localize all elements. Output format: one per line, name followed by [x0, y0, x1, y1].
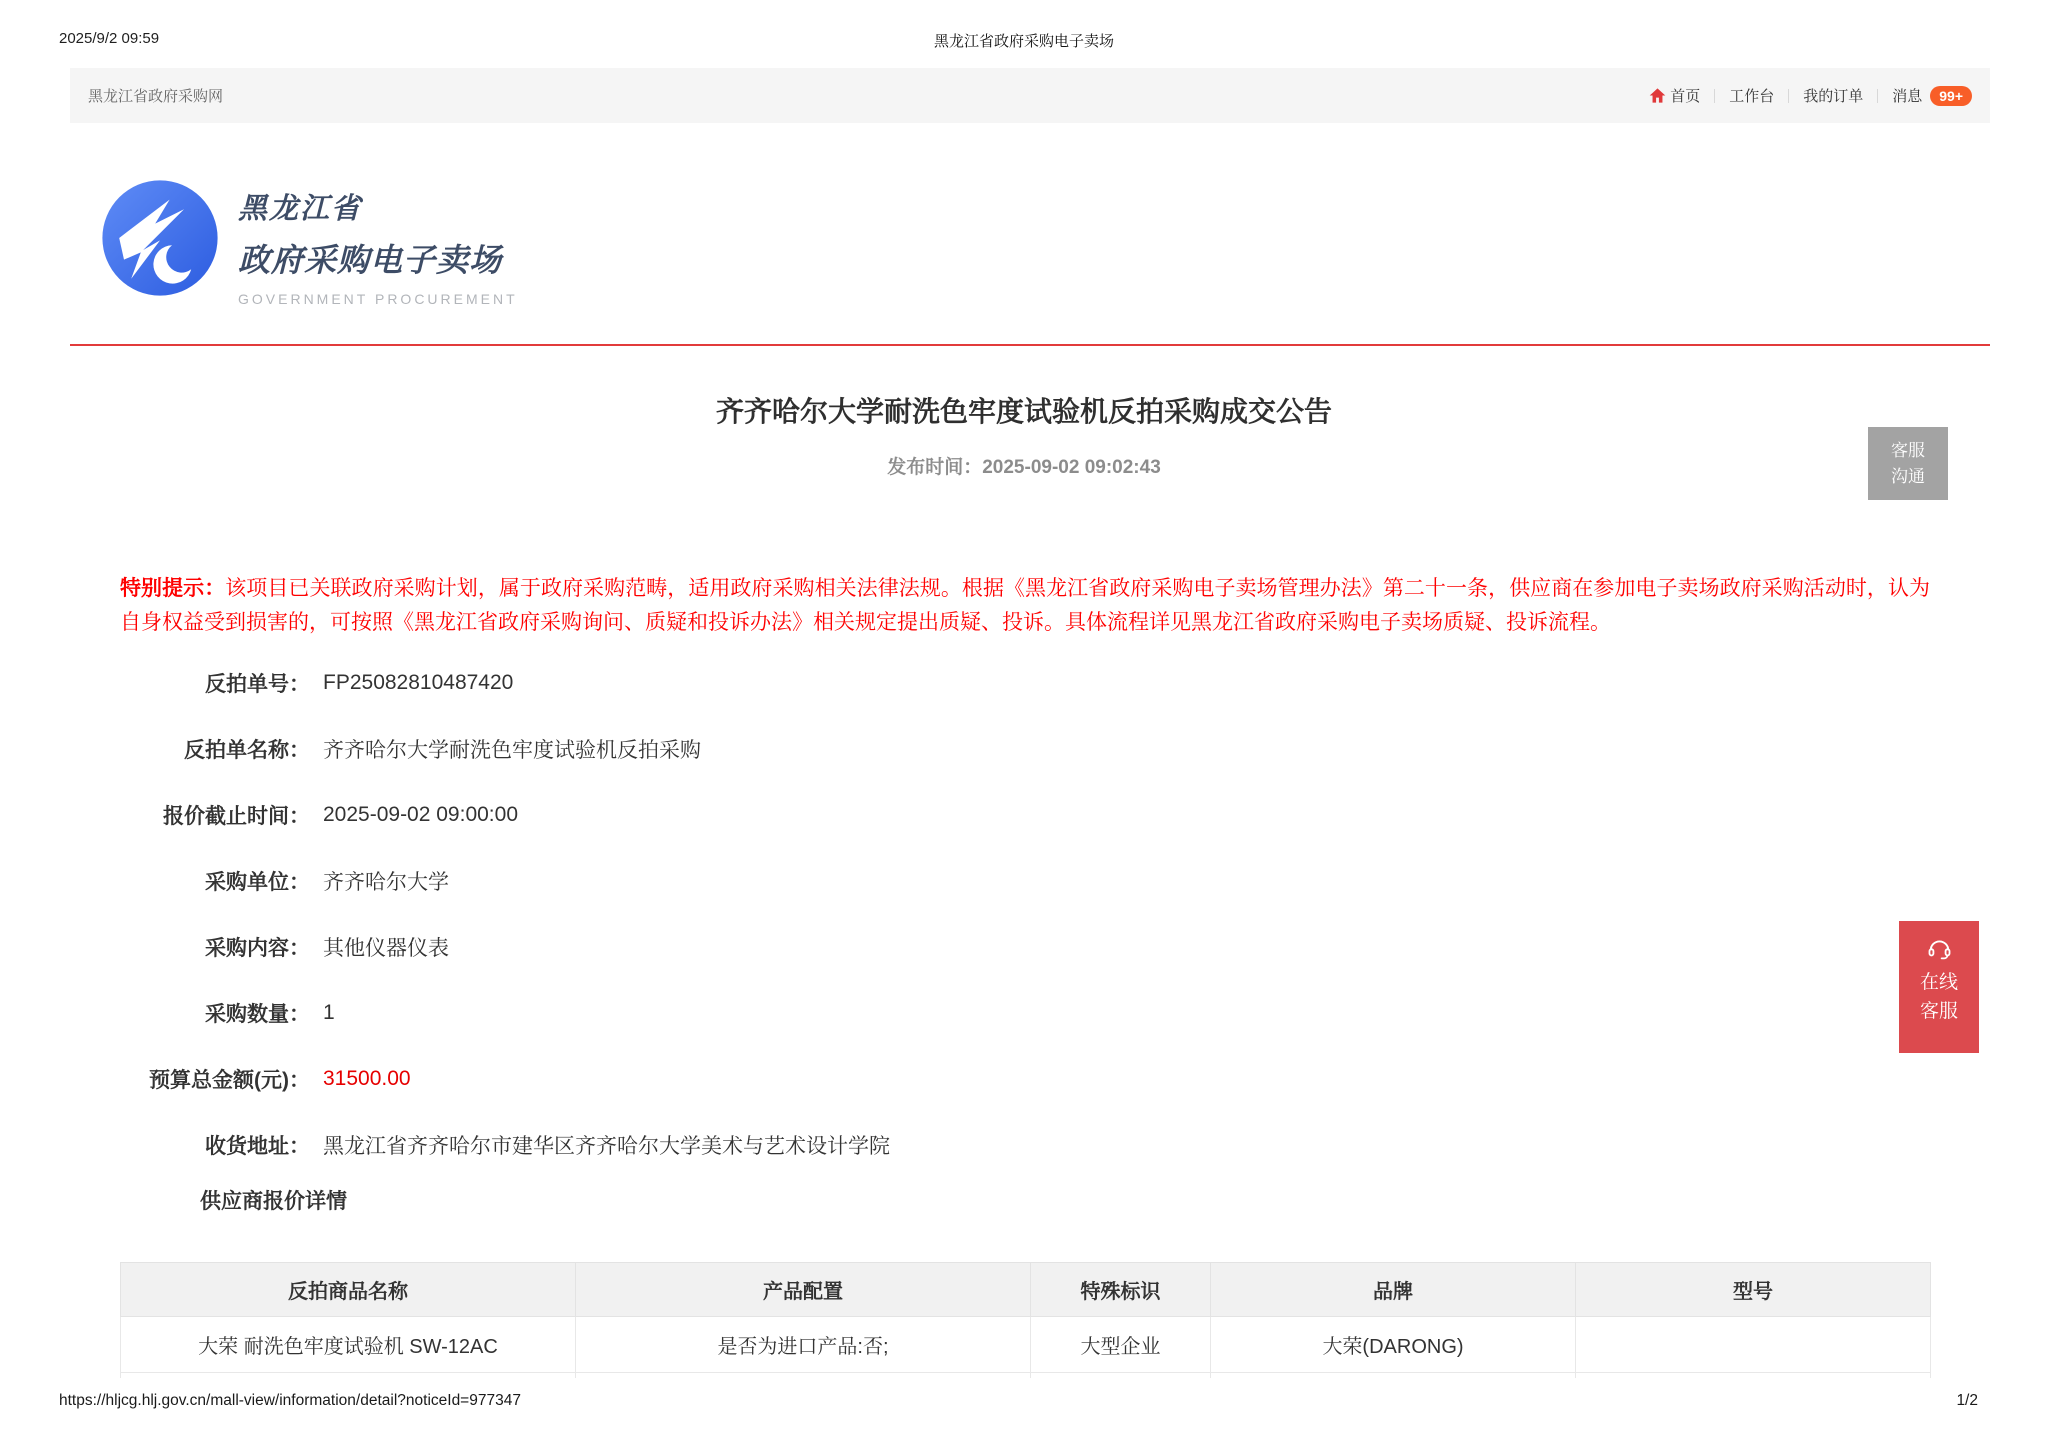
print-doc-title: 黑龙江省政府采购电子卖场	[933, 33, 1114, 50]
message-count-badge[interactable]: 99+	[1930, 86, 1972, 106]
table-row	[121, 1317, 1931, 1373]
field-row-quantity	[0, 980, 2048, 1046]
page-title: 齐齐哈尔大学耐洗色牢度试验机反拍采购成交公告	[715, 396, 1332, 427]
logo-line3: GOVERNMENT PROCUREMENT	[238, 291, 518, 307]
nav-item-orders-label[interactable]: 我的订单	[1803, 88, 1864, 105]
special-notice-label: 特别提示：	[120, 577, 226, 600]
field-label: 预算总金额(元)：	[149, 1069, 310, 1092]
customer-service-line2[interactable]: 沟通	[1891, 466, 1925, 486]
cell-special-flag: 大型企业	[1031, 1317, 1211, 1373]
field-label: 反拍单名称：	[184, 739, 310, 762]
field-label: 收货地址：	[205, 1135, 310, 1158]
field-row-budget	[0, 1046, 2048, 1112]
col-header-product-name: 反拍商品名称	[121, 1263, 576, 1317]
customer-service-line1[interactable]: 客服	[1891, 440, 1925, 460]
publish-time-value: 2025-09-02 09:02:43	[982, 457, 1161, 478]
table-row-cutoff	[121, 1373, 1931, 1378]
nav-item-orders[interactable]	[1803, 85, 1863, 106]
field-value: 黑龙江省齐齐哈尔市建华区齐齐哈尔大学美术与艺术设计学院	[323, 1135, 890, 1158]
special-notice-text: 该项目已关联政府采购计划，属于政府采购范畴，适用政府采购相关法律法规。根据《黑龙江省政府采购电子卖场管理办法》第二十一条，供应商在参加电子卖场政府采购活动时，认为自身权益受到损害的，可按照《黑龙江省政府采购询问、质疑和投诉办法》相关规定提出质疑、投诉。具体流程详见黑龙江省政府采购电子卖场质疑、投诉流程。	[120, 577, 1931, 634]
nav-item-messages-label[interactable]: 消息	[1892, 88, 1923, 105]
field-row-content	[0, 914, 2048, 980]
publish-time-line	[0, 452, 2048, 479]
col-header-brand: 品牌	[1211, 1263, 1576, 1317]
field-label: 采购单位：	[205, 871, 310, 894]
logo-line2: 政府采购电子卖场	[238, 242, 503, 278]
cell-product-config: 是否为进口产品:否;	[576, 1317, 1031, 1373]
field-value: 2025-09-02 09:00:00	[323, 803, 518, 826]
red-divider	[70, 344, 1990, 346]
detail-fields	[0, 650, 2048, 1178]
field-label: 反拍单号：	[205, 673, 310, 696]
cell-model	[1576, 1317, 1931, 1373]
field-value: 齐齐哈尔大学耐洗色牢度试验机反拍采购	[323, 739, 701, 762]
field-value: FP25082810487420	[323, 671, 514, 694]
nav-item-home[interactable]	[1649, 85, 1700, 106]
field-label: 采购数量：	[205, 1003, 310, 1026]
online-service-button[interactable]	[1899, 921, 1979, 1053]
nav-item-workbench[interactable]	[1729, 85, 1774, 106]
field-label: 报价截止时间：	[163, 805, 310, 828]
supplier-quote-table	[120, 1262, 1931, 1378]
publish-time-label: 发布时间：	[887, 457, 983, 478]
field-label: 采购内容：	[205, 937, 310, 960]
nav-right-group	[1649, 85, 1972, 106]
print-datetime: 2025/9/2 09:59	[59, 30, 160, 47]
cell-product-name: 大荣 耐洗色牢度试验机 SW-12AC	[121, 1317, 576, 1373]
col-header-product-config: 产品配置	[576, 1263, 1031, 1317]
nav-item-messages[interactable]	[1892, 85, 1972, 106]
field-value-budget: 31500.00	[323, 1067, 411, 1090]
home-icon[interactable]	[1649, 87, 1666, 104]
nav-item-workbench-label[interactable]: 工作台	[1729, 88, 1775, 105]
field-row-auction-name	[0, 716, 2048, 782]
logo-line1: 黑龙江省	[238, 193, 363, 225]
online-service-line2[interactable]: 客服	[1919, 1001, 1958, 1022]
logo-dragon-icon[interactable]	[100, 178, 220, 298]
nav-separator	[1788, 89, 1789, 103]
supplier-quote-heading: 供应商报价详情	[200, 1190, 347, 1213]
logo	[100, 178, 518, 307]
special-notice	[120, 572, 1930, 640]
field-row-buyer	[0, 848, 2048, 914]
print-page-indicator: 1/2	[1956, 1392, 1978, 1409]
field-value: 其他仪器仪表	[323, 937, 449, 960]
cell-brand: 大荣(DARONG)	[1211, 1317, 1576, 1373]
nav-item-home-label[interactable]: 首页	[1670, 88, 1701, 105]
customer-service-button[interactable]	[1868, 427, 1948, 500]
top-navbar	[70, 68, 1990, 123]
headset-icon[interactable]	[1926, 935, 1953, 962]
logo-text	[238, 178, 518, 307]
field-row-auction-no	[0, 650, 2048, 716]
print-footer-url: https://hljcg.hlj.gov.cn/mall-view/information/detail?noticeId=977347	[59, 1392, 521, 1409]
nav-separator	[1877, 89, 1878, 103]
table-header-row	[121, 1263, 1931, 1317]
field-value: 1	[323, 1001, 335, 1024]
online-service-line1[interactable]: 在线	[1919, 972, 1958, 993]
field-row-deadline	[0, 782, 2048, 848]
field-value: 齐齐哈尔大学	[323, 871, 449, 894]
field-row-address	[0, 1112, 2048, 1178]
nav-separator	[1714, 89, 1715, 103]
col-header-model: 型号	[1576, 1263, 1931, 1317]
col-header-special-flag: 特殊标识	[1031, 1263, 1211, 1317]
site-name-link[interactable]: 黑龙江省政府采购网	[88, 88, 224, 105]
